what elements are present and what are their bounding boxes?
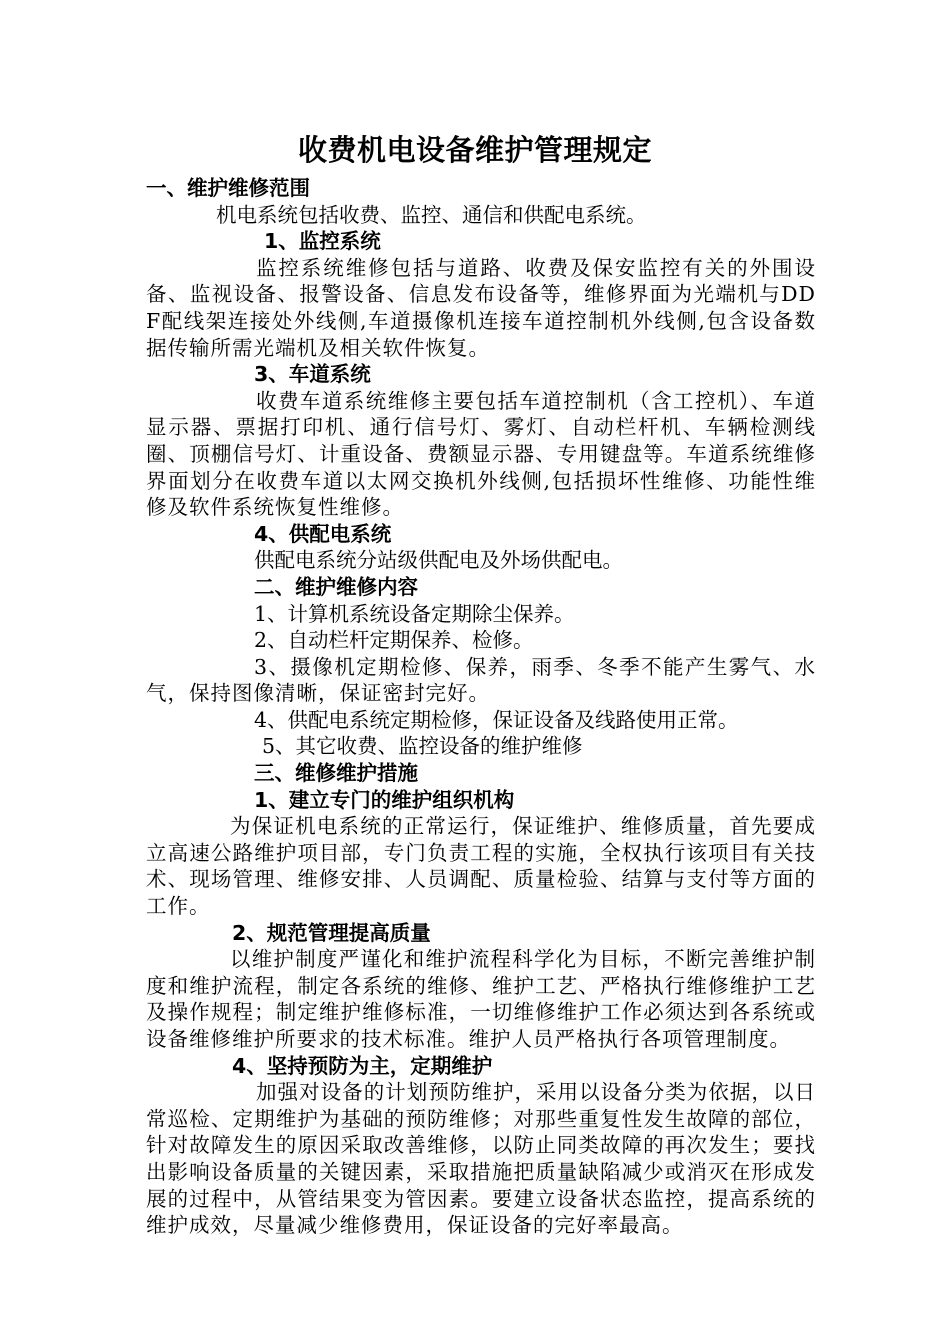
section1-sub3-text: 收费车道系统维修主要包括车道控制机（含工控机）、车道显示器、票据打印机、通行信号灯、雾灯、自动栏杆机、车辆检测线圈、顶棚信号灯、计重设备、费额显示器、专用键盘等。车道系统维修界面划分在收费车道以太网交换机外线侧,包括损坏性维修、功能性维修及软件系统恢复性维修。: [146, 388, 816, 520]
section1-sub4-heading: 4、供配电系统: [254, 521, 392, 546]
document-body: [146, 175, 816, 1239]
section2-item-4: 4、供配电系统定期检修，保证设备及线路使用正常。: [254, 707, 739, 732]
section1-intro: 机电系统包括收费、监控、通信和供配电系统。: [216, 202, 647, 227]
section3-sub4-heading: 4、坚持预防为主，定期维护: [232, 1053, 493, 1078]
section3-sub2-heading: 2、规范管理提高质量: [232, 920, 431, 945]
section2-heading: 二、维护维修内容: [254, 574, 418, 599]
section3-heading: 三、维修维护措施: [254, 761, 418, 786]
section1-sub4-text: 供配电系统分站级供配电及外场供配电。: [254, 548, 623, 573]
section3-sub4-text: 加强对设备的计划预防维护，采用以设备分类为依据，以日常巡检、定期维护为基础的预防维修；对那些重复性发生故障的部位，针对故障发生的原因采取改善维修，以防止同类故障的再次发生；要找出影响设备质量的关键因素，采取措施把质量缺陷减少或消灭在形成发展的过程中，从管结果变为管因素。要建立设备状态监控，提高系统的维护成效，尽量减少维修费用，保证设备的完好率最高。: [146, 1080, 816, 1238]
section1-sub3-heading: 3、车道系统: [254, 362, 371, 387]
section1-sub1-heading: 1、监控系统: [264, 229, 381, 254]
section2-item-2: 2、自动栏杆定期保养、检修。: [254, 628, 534, 653]
section3-sub2-text: 以维护制度严谨化和维护流程科学化为目标，不断完善维护制度和维护流程，制定各系统的维修、维护工艺、严格执行维修维护工艺及操作规程；制定维护维修标准，一切维修维护工作必须达到各系统或设备维修维护所要求的技术标准。维护人员严格执行各项管理制度。: [146, 947, 816, 1051]
section2-item-3: 3、摄像机定期检修、保养，雨季、冬季不能产生雾气、水气，保持图像清晰，保证密封完好。: [146, 654, 816, 706]
section2-item-5: 5、其它收费、监控设备的维护维修: [262, 734, 583, 759]
section1-sub1-text: 监控系统维修包括与道路、收费及保安监控有关的外围设备、监视设备、报警设备、信息发布设备等，维修界面为光端机与DDF配线架连接处外线侧,车道摄像机连接车道控制机外线侧,包含设备数据传输所需光端机及相关软件恢复。: [146, 255, 816, 360]
document-title: 收费机电设备维护管理规定: [297, 133, 652, 167]
section3-sub1-text: 为保证机电系统的正常运行，保证维护、维修质量，首先要成立高速公路维护项目部，专门负责工程的实施，全权执行该项目有关技术、现场管理、维修安排、人员调配、质量检验、结算与支付等方面的工作。: [146, 814, 816, 919]
section3-sub1-heading: 1、建立专门的维护组织机构: [254, 787, 515, 812]
section2-item-1: 1、计算机系统设备定期除尘保养。: [254, 601, 575, 626]
section1-heading: 一、维护维修范围: [146, 176, 310, 200]
